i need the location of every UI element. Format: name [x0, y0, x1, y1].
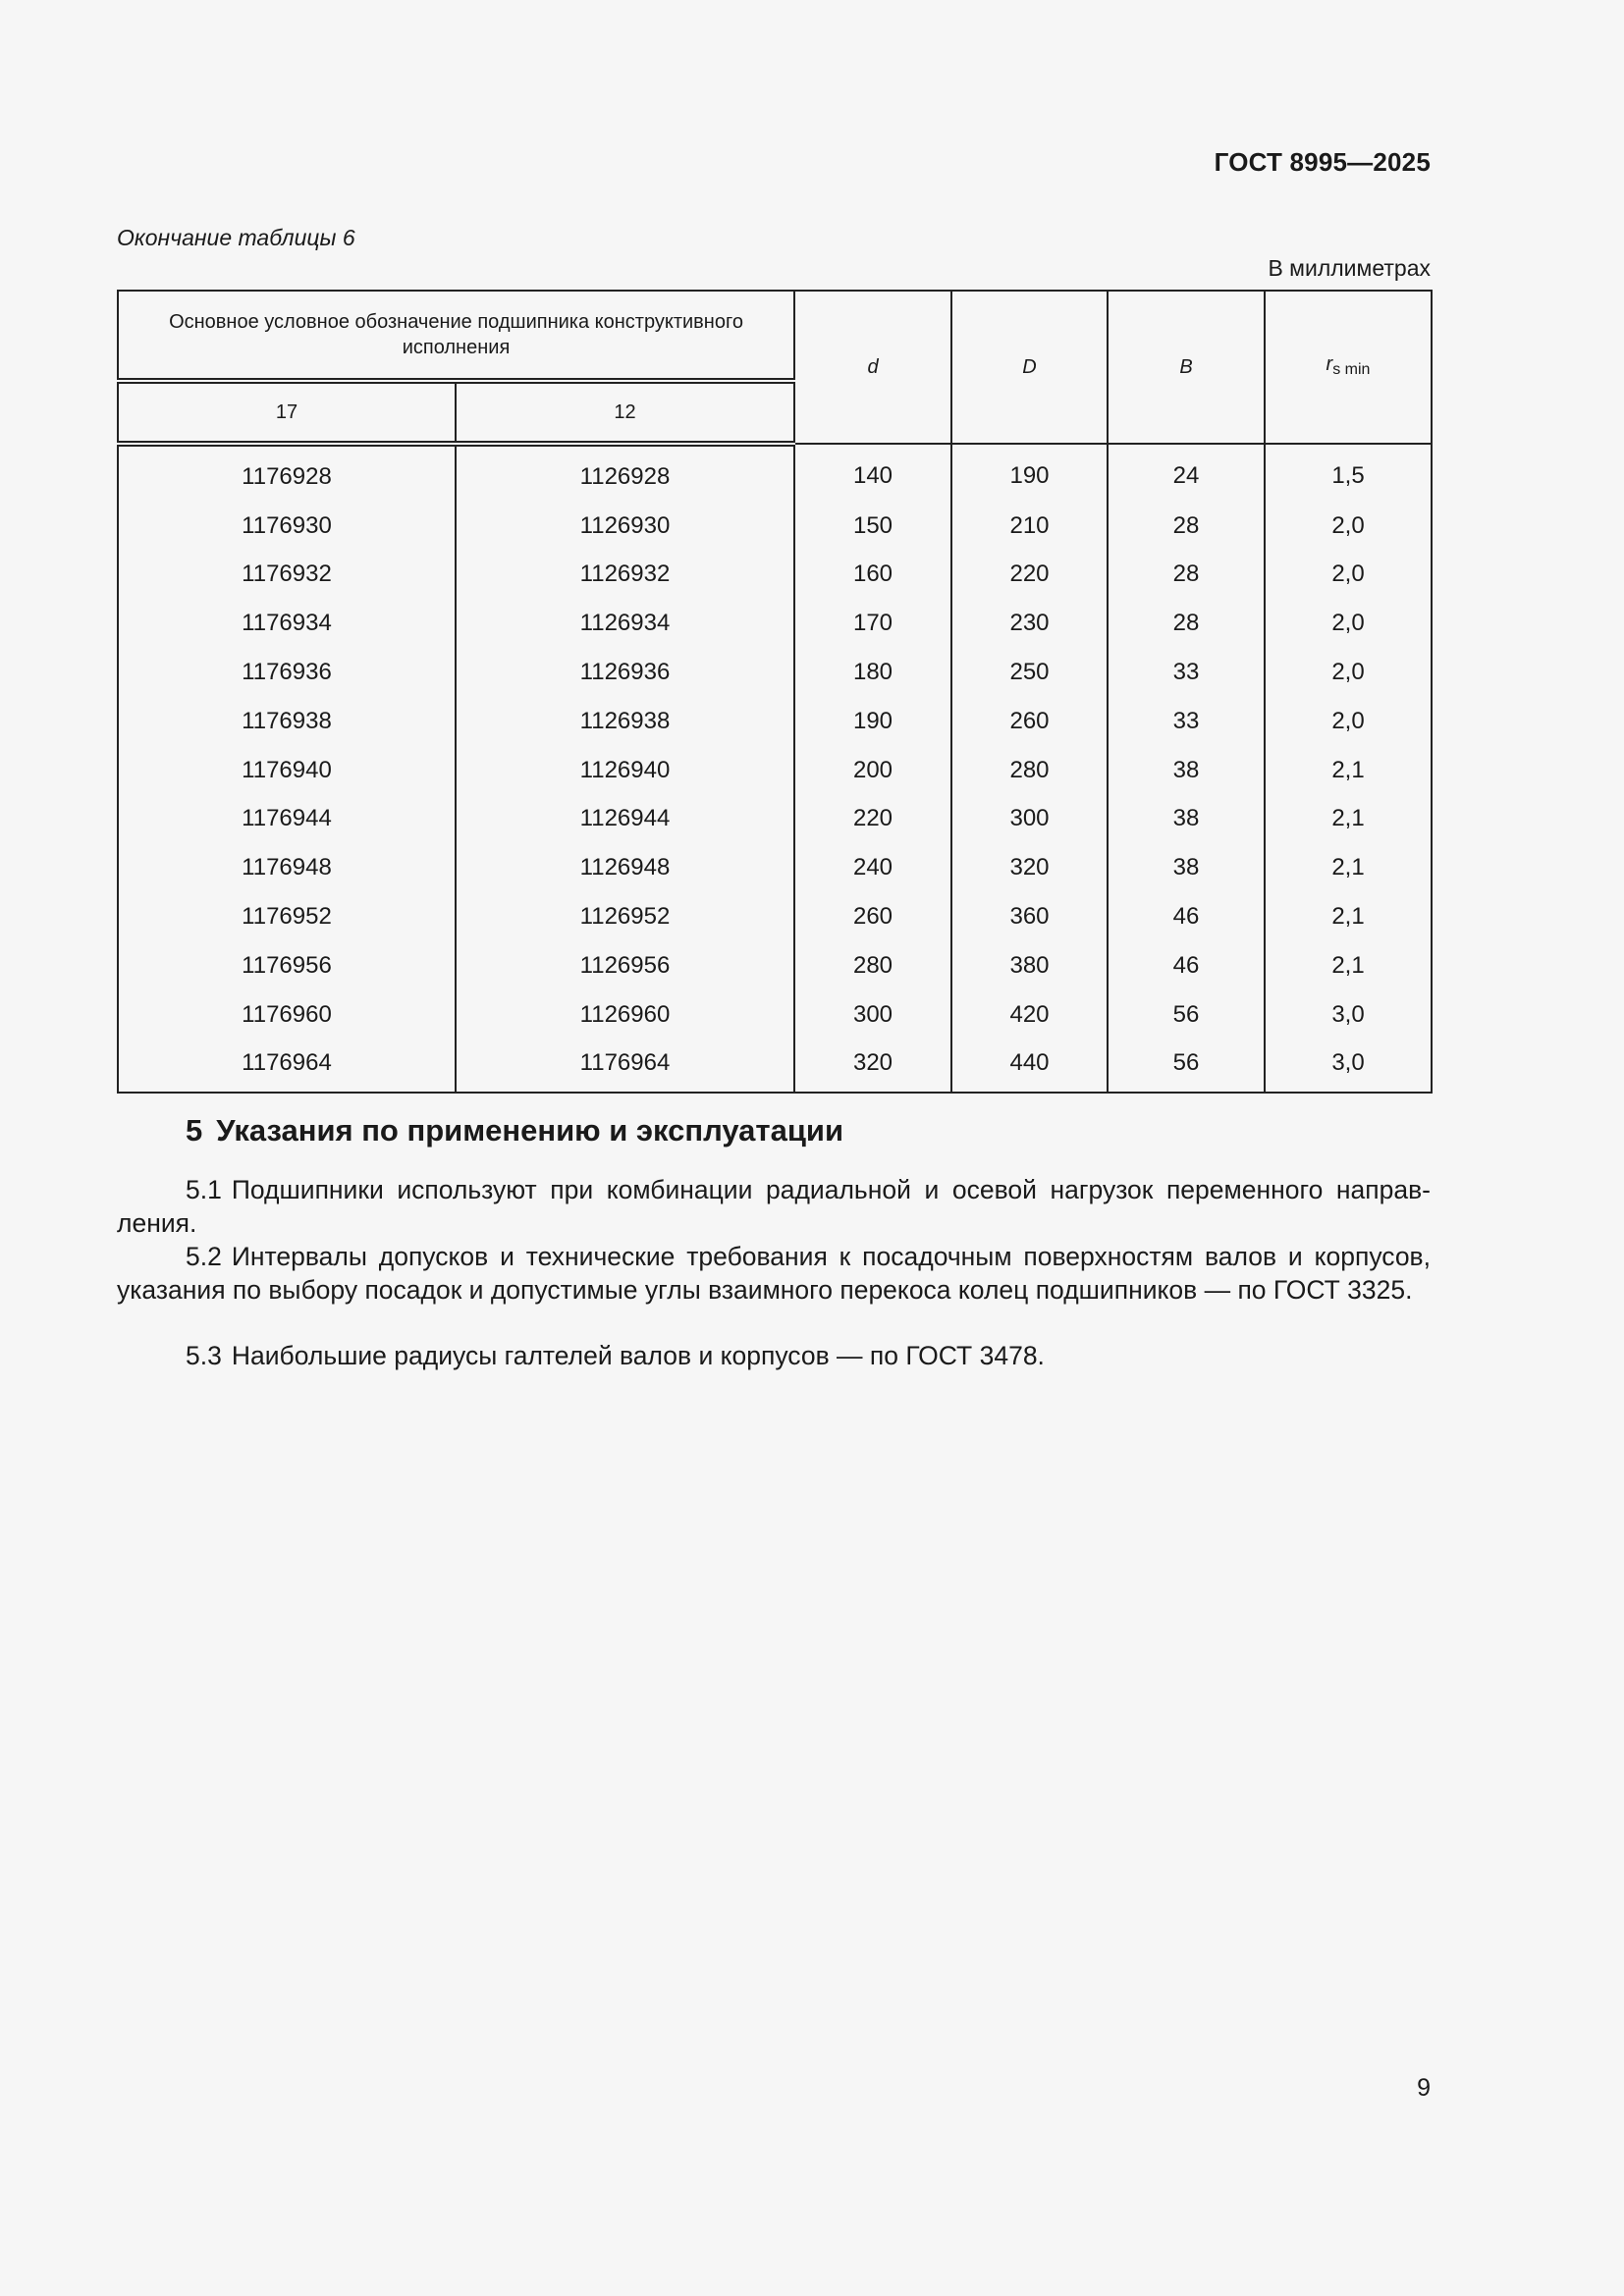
- cell-design-12: 1126930: [456, 502, 794, 551]
- table-row: [118, 444, 1432, 502]
- section-number: 5: [186, 1113, 203, 1148]
- cell-width: 24: [1108, 444, 1265, 502]
- cell-outer-diameter: 260: [951, 697, 1108, 746]
- paragraph-number: 5.2: [186, 1242, 222, 1271]
- cell-width: 38: [1108, 843, 1265, 892]
- cell-design-17: 1176956: [118, 941, 456, 990]
- column-header-outer-diameter: D: [951, 291, 1108, 444]
- cell-design-17: 1176928: [118, 444, 456, 502]
- cell-d: 180: [794, 648, 951, 697]
- table-row: [118, 795, 1432, 844]
- paragraph-text: Подшипники используют при комбинации радиальной и осевой нагрузок переменного направления.: [117, 1175, 1431, 1238]
- cell-outer-diameter: 280: [951, 746, 1108, 795]
- bearing-dimensions-table: [117, 290, 1433, 1094]
- cell-radius: 2,1: [1265, 941, 1432, 990]
- cell-width: 46: [1108, 941, 1265, 990]
- table-row: [118, 843, 1432, 892]
- cell-d: 240: [794, 843, 951, 892]
- table-units: В миллиметрах: [1268, 255, 1431, 281]
- cell-radius: 2,0: [1265, 551, 1432, 600]
- table-row: [118, 502, 1432, 551]
- cell-d: 150: [794, 502, 951, 551]
- paragraph-5-3: [117, 1339, 1431, 1372]
- column-header-design-17: 17: [118, 381, 456, 444]
- cell-radius: 2,1: [1265, 892, 1432, 941]
- cell-radius: 2,0: [1265, 502, 1432, 551]
- group-header-designation: Основное условное обозначение подшипника конструктивного исполнения: [118, 291, 794, 381]
- cell-outer-diameter: 250: [951, 648, 1108, 697]
- cell-design-17: 1176960: [118, 990, 456, 1040]
- cell-design-17: 1176940: [118, 746, 456, 795]
- cell-radius: 2,1: [1265, 843, 1432, 892]
- cell-d: 280: [794, 941, 951, 990]
- cell-design-12: 1126948: [456, 843, 794, 892]
- table-body: [118, 444, 1432, 1093]
- cell-design-12: 1126928: [456, 444, 794, 502]
- cell-design-12: 1126932: [456, 551, 794, 600]
- cell-design-12: 1126944: [456, 795, 794, 844]
- cell-design-17: 1176936: [118, 648, 456, 697]
- cell-d: 200: [794, 746, 951, 795]
- cell-design-12: 1126960: [456, 990, 794, 1040]
- cell-outer-diameter: 360: [951, 892, 1108, 941]
- paragraph-text: Наибольшие радиусы галтелей валов и корпусов — по ГОСТ 3478.: [231, 1341, 1045, 1370]
- cell-design-12: 1176964: [456, 1040, 794, 1094]
- cell-d: 320: [794, 1040, 951, 1094]
- cell-radius: 1,5: [1265, 444, 1432, 502]
- table-caption: Окончание таблицы 6: [117, 225, 355, 250]
- cell-design-12: 1126952: [456, 892, 794, 941]
- document-code: ГОСТ 8995—2025: [1214, 147, 1431, 177]
- table-row: [118, 746, 1432, 795]
- cell-radius: 2,1: [1265, 746, 1432, 795]
- cell-design-17: 1176932: [118, 551, 456, 600]
- cell-outer-diameter: 300: [951, 795, 1108, 844]
- section-title: Указания по применению и эксплуатации: [216, 1113, 844, 1148]
- cell-design-17: 1176964: [118, 1040, 456, 1094]
- table-row: [118, 892, 1432, 941]
- cell-d: 140: [794, 444, 951, 502]
- table-row: [118, 599, 1432, 648]
- cell-radius: 2,0: [1265, 697, 1432, 746]
- paragraph-5-2: [117, 1240, 1431, 1307]
- cell-width: 38: [1108, 795, 1265, 844]
- cell-outer-diameter: 320: [951, 843, 1108, 892]
- cell-width: 38: [1108, 746, 1265, 795]
- cell-radius: 3,0: [1265, 1040, 1432, 1094]
- column-header-radius: [1265, 291, 1432, 444]
- cell-width: 33: [1108, 648, 1265, 697]
- cell-design-17: 1176930: [118, 502, 456, 551]
- paragraph-number: 5.1: [186, 1175, 222, 1204]
- cell-design-17: 1176952: [118, 892, 456, 941]
- paragraph-5-1: [117, 1173, 1431, 1240]
- radius-symbol: r: [1326, 353, 1333, 375]
- cell-width: 56: [1108, 990, 1265, 1040]
- cell-design-17: 1176948: [118, 843, 456, 892]
- cell-width: 56: [1108, 1040, 1265, 1094]
- cell-design-12: 1126936: [456, 648, 794, 697]
- cell-design-17: 1176934: [118, 599, 456, 648]
- section-heading: [186, 1113, 843, 1148]
- table-row: [118, 648, 1432, 697]
- cell-d: 300: [794, 990, 951, 1040]
- cell-d: 170: [794, 599, 951, 648]
- cell-width: 28: [1108, 599, 1265, 648]
- cell-outer-diameter: 230: [951, 599, 1108, 648]
- paragraph-text: Интервалы допусков и технические требования к посадочным поверхностям валов и корпусов, указания по выбору посадок и допустимые углы взаимного перекоса колец подшипников — по ГОСТ 3325.: [117, 1242, 1431, 1305]
- column-header-width: B: [1108, 291, 1265, 444]
- cell-width: 28: [1108, 551, 1265, 600]
- cell-design-12: 1126934: [456, 599, 794, 648]
- paragraph-number: 5.3: [186, 1341, 222, 1370]
- cell-design-12: 1126956: [456, 941, 794, 990]
- cell-outer-diameter: 220: [951, 551, 1108, 600]
- cell-outer-diameter: 190: [951, 444, 1108, 502]
- cell-outer-diameter: 420: [951, 990, 1108, 1040]
- cell-d: 190: [794, 697, 951, 746]
- cell-width: 46: [1108, 892, 1265, 941]
- table-row: [118, 697, 1432, 746]
- cell-radius: 2,1: [1265, 795, 1432, 844]
- cell-design-17: 1176938: [118, 697, 456, 746]
- table-row: [118, 551, 1432, 600]
- cell-radius: 2,0: [1265, 648, 1432, 697]
- cell-design-17: 1176944: [118, 795, 456, 844]
- table-row: [118, 941, 1432, 990]
- cell-d: 260: [794, 892, 951, 941]
- cell-outer-diameter: 440: [951, 1040, 1108, 1094]
- radius-subscript: s min: [1332, 361, 1371, 378]
- table-row: [118, 1040, 1432, 1094]
- cell-outer-diameter: 210: [951, 502, 1108, 551]
- cell-radius: 3,0: [1265, 990, 1432, 1040]
- cell-d: 160: [794, 551, 951, 600]
- column-header-design-12: 12: [456, 381, 794, 444]
- cell-design-12: 1126940: [456, 746, 794, 795]
- column-header-d: d: [794, 291, 951, 444]
- cell-width: 33: [1108, 697, 1265, 746]
- page-number: 9: [1417, 2074, 1431, 2102]
- cell-outer-diameter: 380: [951, 941, 1108, 990]
- cell-d: 220: [794, 795, 951, 844]
- table-header: [118, 291, 1432, 444]
- cell-design-12: 1126938: [456, 697, 794, 746]
- table-row: [118, 990, 1432, 1040]
- cell-radius: 2,0: [1265, 599, 1432, 648]
- cell-width: 28: [1108, 502, 1265, 551]
